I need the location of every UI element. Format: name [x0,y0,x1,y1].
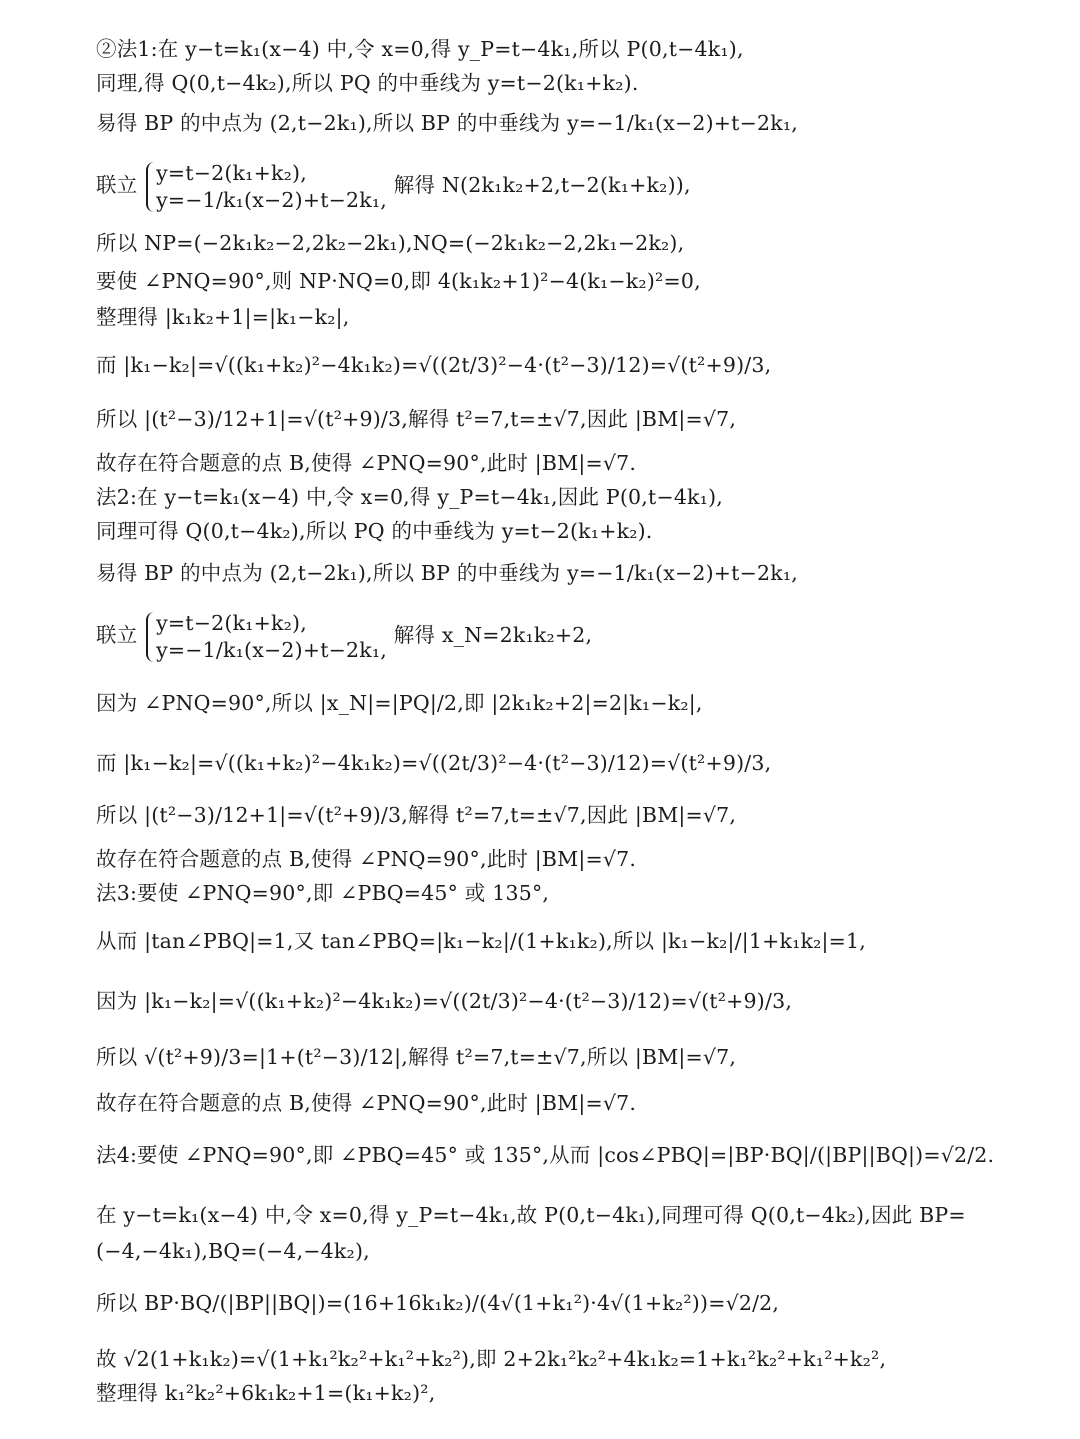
text-line: 法4:要使 ∠PNQ=90°,即 ∠PBQ=45° 或 135°,从而 |cos∠PBQ|=|BP·BQ|/(|BP||BQ|)=√2/2. [96,1143,995,1167]
text-line: 所以 |(t²−3)/12+1|=√(t²+9)/3,解得 t²=7,t=±√7,因此 |BM|=√7, [96,407,737,431]
text-line: 联立 [96,173,138,197]
system-equation [96,158,1020,214]
text-line: 整理得 |k₁k₂+1|=|k₁−k₂|, [96,305,350,329]
text-line: 法2:在 y−t=k₁(x−4) 中,令 x=0,得 y_P=t−4k₁,因此 P(0,t−4k₁), [96,485,724,509]
text-line: y=t−2(k₁+k₂), [156,160,307,185]
text-line: 在 y−t=k₁(x−4) 中,令 x=0,得 y_P=t−4k₁,故 P(0,t−4k₁),同理可得 Q(0,t−4k₂),因此 BP= [96,1203,966,1227]
text-line: 所以 |(t²−3)/12+1|=√(t²+9)/3,解得 t²=7,t=±√7,因此 |BM|=√7, [96,803,737,827]
text-line: 同理,得 Q(0,t−4k₂),所以 PQ 的中垂线为 y=t−2(k₁+k₂). [96,71,639,95]
text-line: 所以 NP=(−2k₁k₂−2,2k₂−2k₁),NQ=(−2k₁k₂−2,2k₁−2k₂), [96,231,685,255]
text-line: y=−1/k₁(x−2)+t−2k₁, [156,637,388,662]
text-line: y=t−2(k₁+k₂), [156,610,307,635]
text-line: 故 √2(1+k₁k₂)=√(1+k₁²k₂²+k₁²+k₂²),即 2+2k₁²k₂²+4k₁k₂=1+k₁²k₂²+k₁²+k₂², [96,1347,887,1371]
text-line: y=−1/k₁(x−2)+t−2k₁, [156,187,388,212]
text-line: 因为 |k₁−k₂|=√((k₁+k₂)²−4k₁k₂)=√((2t/3)²−4·(t²−3)/12)=√(t²+9)/3, [96,989,793,1013]
text-line: 所以 √(t²+9)/3=|1+(t²−3)/12|,解得 t²=7,t=±√7,所以 |BM|=√7, [96,1045,737,1069]
text-line: 联立 [96,623,138,647]
text-line: 故存在符合题意的点 B,使得 ∠PNQ=90°,此时 |BM|=√7. [96,847,637,871]
text-line: 解得 N(2k₁k₂+2,t−2(k₁+k₂)), [393,173,691,197]
text-line: 法3:要使 ∠PNQ=90°,即 ∠PBQ=45° 或 135°, [96,881,550,905]
text-line: 要使 ∠PNQ=90°,则 NP·NQ=0,即 4(k₁k₂+1)²−4(k₁−k₂)²=0, [96,269,701,293]
text-line: 故存在符合题意的点 B,使得 ∠PNQ=90°,此时 |BM|=√7. [96,451,637,475]
text-line: 因为 ∠PNQ=90°,所以 |x_N|=|PQ|/2,即 |2k₁k₂+2|=2|k₁−k₂|, [96,691,703,715]
brace-system [144,160,387,214]
text-line: 从而 |tan∠PBQ|=1,又 tan∠PBQ=|k₁−k₂|/(1+k₁k₂),所以 |k₁−k₂|/|1+k₁k₂|=1, [96,929,866,953]
text-line: (−4,−4k₁),BQ=(−4,−4k₂), [96,1239,370,1263]
text-line: 易得 BP 的中点为 (2,t−2k₁),所以 BP 的中垂线为 y=−1/k₁(x−2)+t−2k₁, [96,561,798,585]
brace-system [144,610,387,664]
text-line: 易得 BP 的中点为 (2,t−2k₁),所以 BP 的中垂线为 y=−1/k₁(x−2)+t−2k₁, [96,111,798,135]
text-line: 整理得 k₁²k₂²+6k₁k₂+1=(k₁+k₂)², [96,1381,436,1405]
text-line: 同理可得 Q(0,t−4k₂),所以 PQ 的中垂线为 y=t−2(k₁+k₂). [96,519,653,543]
text-line: 而 |k₁−k₂|=√((k₁+k₂)²−4k₁k₂)=√((2t/3)²−4·(t²−3)/12)=√(t²+9)/3, [96,751,772,775]
text-line: ②法1:在 y−t=k₁(x−4) 中,令 x=0,得 y_P=t−4k₁,所以 P(0,t−4k₁), [96,37,744,61]
text-line: 解得 x_N=2k₁k₂+2, [393,623,593,647]
text-line: 而 |k₁−k₂|=√((k₁+k₂)²−4k₁k₂)=√((2t/3)²−4·(t²−3)/12)=√(t²+9)/3, [96,353,772,377]
system-equation [96,608,1020,664]
text-line: 所以 BP·BQ/(|BP||BQ|)=(16+16k₁k₂)/(4√(1+k₁²)·4√(1+k₂²))=√2/2, [96,1291,780,1315]
text-line: 故存在符合题意的点 B,使得 ∠PNQ=90°,此时 |BM|=√7. [96,1091,637,1115]
